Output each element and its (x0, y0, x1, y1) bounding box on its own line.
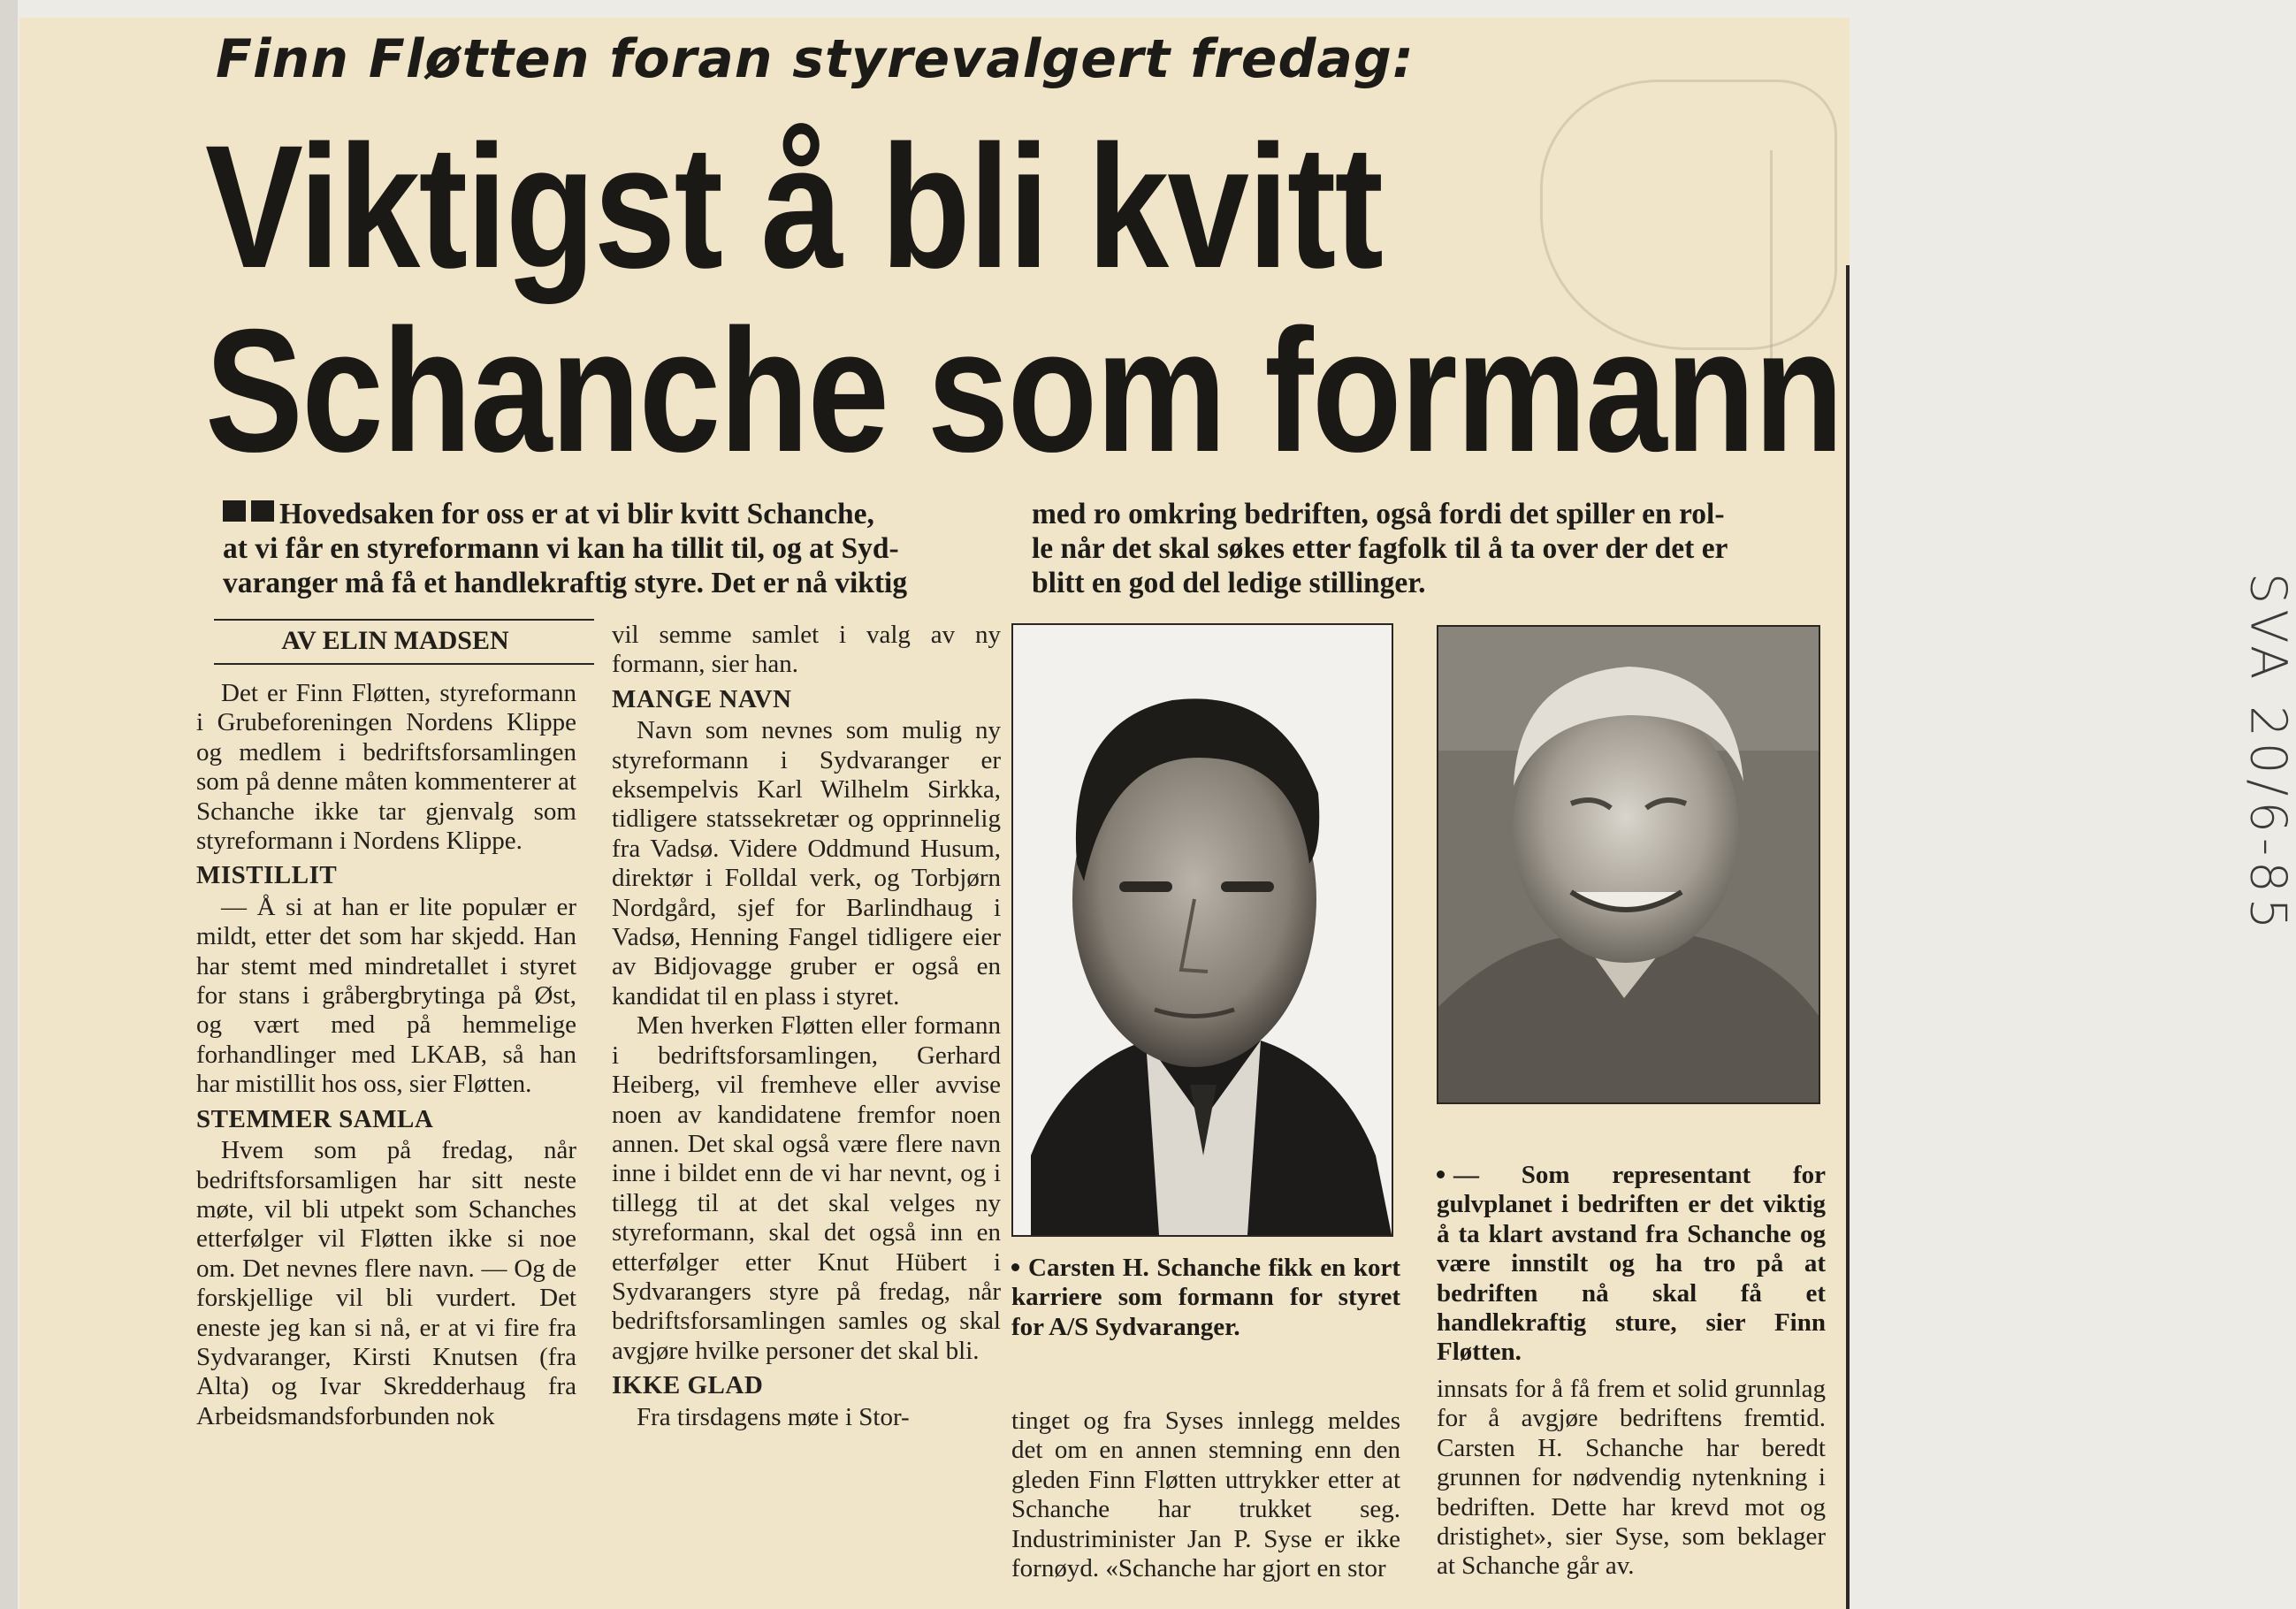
kicker: Finn Fløtten foran styrevalgert fredag: (216, 28, 1415, 90)
col2-paragraph-1: Navn som nevnes som mulig ny styreformann i Sydvaranger er eksempelvis Karl Wilhelm Sirkka, tidligere statssekretær og opprinnelig fra Vadsø. Videre Oddmund Husum, direktør i Folldal verk, og Torbjørn Nordgård, sjef for Barlindhaug i Vadsø, Henning Fangel tidligere eier av Bidjovagge gruber er også en kandidat til en plass i styret. (612, 716, 1001, 1010)
col2-paragraph-2: Men hverken Fløtten eller formann i bedriftsforsamlingen, Gerhard Heiberg, vil fremheve eller avvise noen av kandidatene fremfor noen annen. Det skal også være flere navn inne i bildet enn de vi har nevnt, og i tillegg til at det skal velges ny styreformann, skal det også inn en etterfølger etter Knut Hübert i Sydvarangers styre på fredag, når bedriftsforsamlingen samles og skal avgjøre hvilke personer det skal bli. (612, 1011, 1001, 1365)
col2-paragraph-3: Fra tirsdagens møte i Stor- (637, 1402, 910, 1431)
subhead-stemmer-samla: STEMMER SAMLA (196, 1104, 434, 1133)
headline-line-1: Viktigst å bli kvitt (205, 109, 1383, 304)
headline-line-2: Schanche som formann (205, 293, 1842, 488)
headline (205, 109, 1842, 488)
byline-rule-bottom (214, 663, 594, 665)
photo-schanche (1011, 623, 1393, 1237)
subhead-mistillit: MISTILLIT (196, 861, 338, 890)
square-bullet (223, 500, 246, 522)
col1-paragraph-2: — Å si at han er lite populær er mildt, etter det som har skjedd. Han har stemt med mindretallet i styret for stans i gråbergbrytinga på Øst, og vært med på hemmelige forhandlinger med LKAB, så han har mistillit hos oss, sier Fløtten. (196, 892, 576, 1099)
lead-right-line-1: med ro omkring bedriften, også fordi det spiller en rol- (1032, 498, 1725, 530)
clipping-edge-shadow (1846, 265, 1850, 1609)
background-wall (0, 0, 18, 1609)
col1-paragraph-3: Hvem som på fredag, når bedriftsforsamligen har sitt neste møte, vil bli utpekt som Schanches etterfølger vil Fløtten ikke si noe om. Det nevnes flere navn. — Og de forskjellige vil bli vurdert. Det eneste jeg kan si nå, er at vi fire fra Sydvaranger, Kirsti Knutsen (fra Alta) og Ivar Skredderhaug fra Arbeidsmandsforbunden nok (196, 1136, 576, 1430)
column-1 (196, 679, 576, 1431)
column-2 (612, 621, 1001, 1432)
lead-left-line-3: varanger må få et handlekraftig styre. Det er nå viktig (223, 567, 908, 599)
caption-schanche (1011, 1254, 1400, 1342)
col3-paragraph-1: tinget og fra Syses innlegg meldes det om en annen stemning enn den gleden Finn Fløtten uttrykker etter at Schanche har trukket seg. Industriminister Jan P. Syse er ikke fornøyd. «Schanche har gjort en stor (1011, 1407, 1400, 1583)
col1-paragraph-1: Det er Finn Fløtten, styreformann i Grubeforeningen Nordens Klippe og medlem i bedriftsforsamlingen som på denne måten kommenterer at Schanche ikke tar gjenvalg som styreformann i Nordens Klippe. (196, 679, 576, 856)
newspaper-clipping (19, 18, 1850, 1609)
lead-left-line-1: Hovedsaken for oss er at vi blir kvitt Schanche, (223, 497, 1023, 531)
bullet-dot (1437, 1171, 1445, 1178)
caption-flotten-text: — Som representant for gulvplanet i bedriften er det viktig å ta klart avstand fra Schanche og være innstilt og ha tro på at bedriften nå skal få et handlekraftig sture, sier Finn Fløtten. (1437, 1161, 1826, 1367)
photo-flotten (1437, 625, 1820, 1104)
handwritten-annotation: SVA 20/6-85 (2239, 572, 2296, 935)
byline-rule-top (214, 619, 594, 621)
subhead-ikke-glad: IKKE GLAD (612, 1371, 764, 1400)
lead-left (223, 497, 1023, 600)
caption-schanche-text: Carsten H. Schanche fikk en kort karriere som formann for styret for A/S Sydvaranger. (1011, 1254, 1400, 1341)
lead-right (1032, 497, 1832, 600)
bullet-dot (1011, 1263, 1019, 1271)
caption-flotten (1437, 1161, 1826, 1368)
byline: AV ELIN MADSEN (281, 626, 509, 655)
square-bullet (251, 500, 274, 522)
portrait-schanche-image (1013, 625, 1392, 1235)
lead-right-line-2: le når det skal søkes etter fagfolk til å ta over der det er (1032, 532, 1728, 565)
column-4 (1437, 1375, 1826, 1582)
lead-right-line-3: blitt en god del ledige stillinger. (1032, 567, 1426, 599)
portrait-flotten-image (1438, 627, 1819, 1102)
subhead-mange-navn: MANGE NAVN (612, 684, 792, 713)
column-3 (1011, 1407, 1400, 1583)
col2-paragraph-0: vil semme samlet i valg av ny formann, sier han. (612, 621, 1001, 679)
lead-left-line-2: at vi får en styreformann vi kan ha tillit til, og at Syd- (223, 532, 899, 565)
col4-paragraph-1: innsats for å få frem et solid grunnlag for å avgjøre bedriftens fremtid. Carsten H. Schanche har beredt grunnen for nødvendig nytenkning i bedriften. Dette har krevd mot og dristighet», sier Syse, som beklager at Schanche går av. (1437, 1375, 1826, 1581)
